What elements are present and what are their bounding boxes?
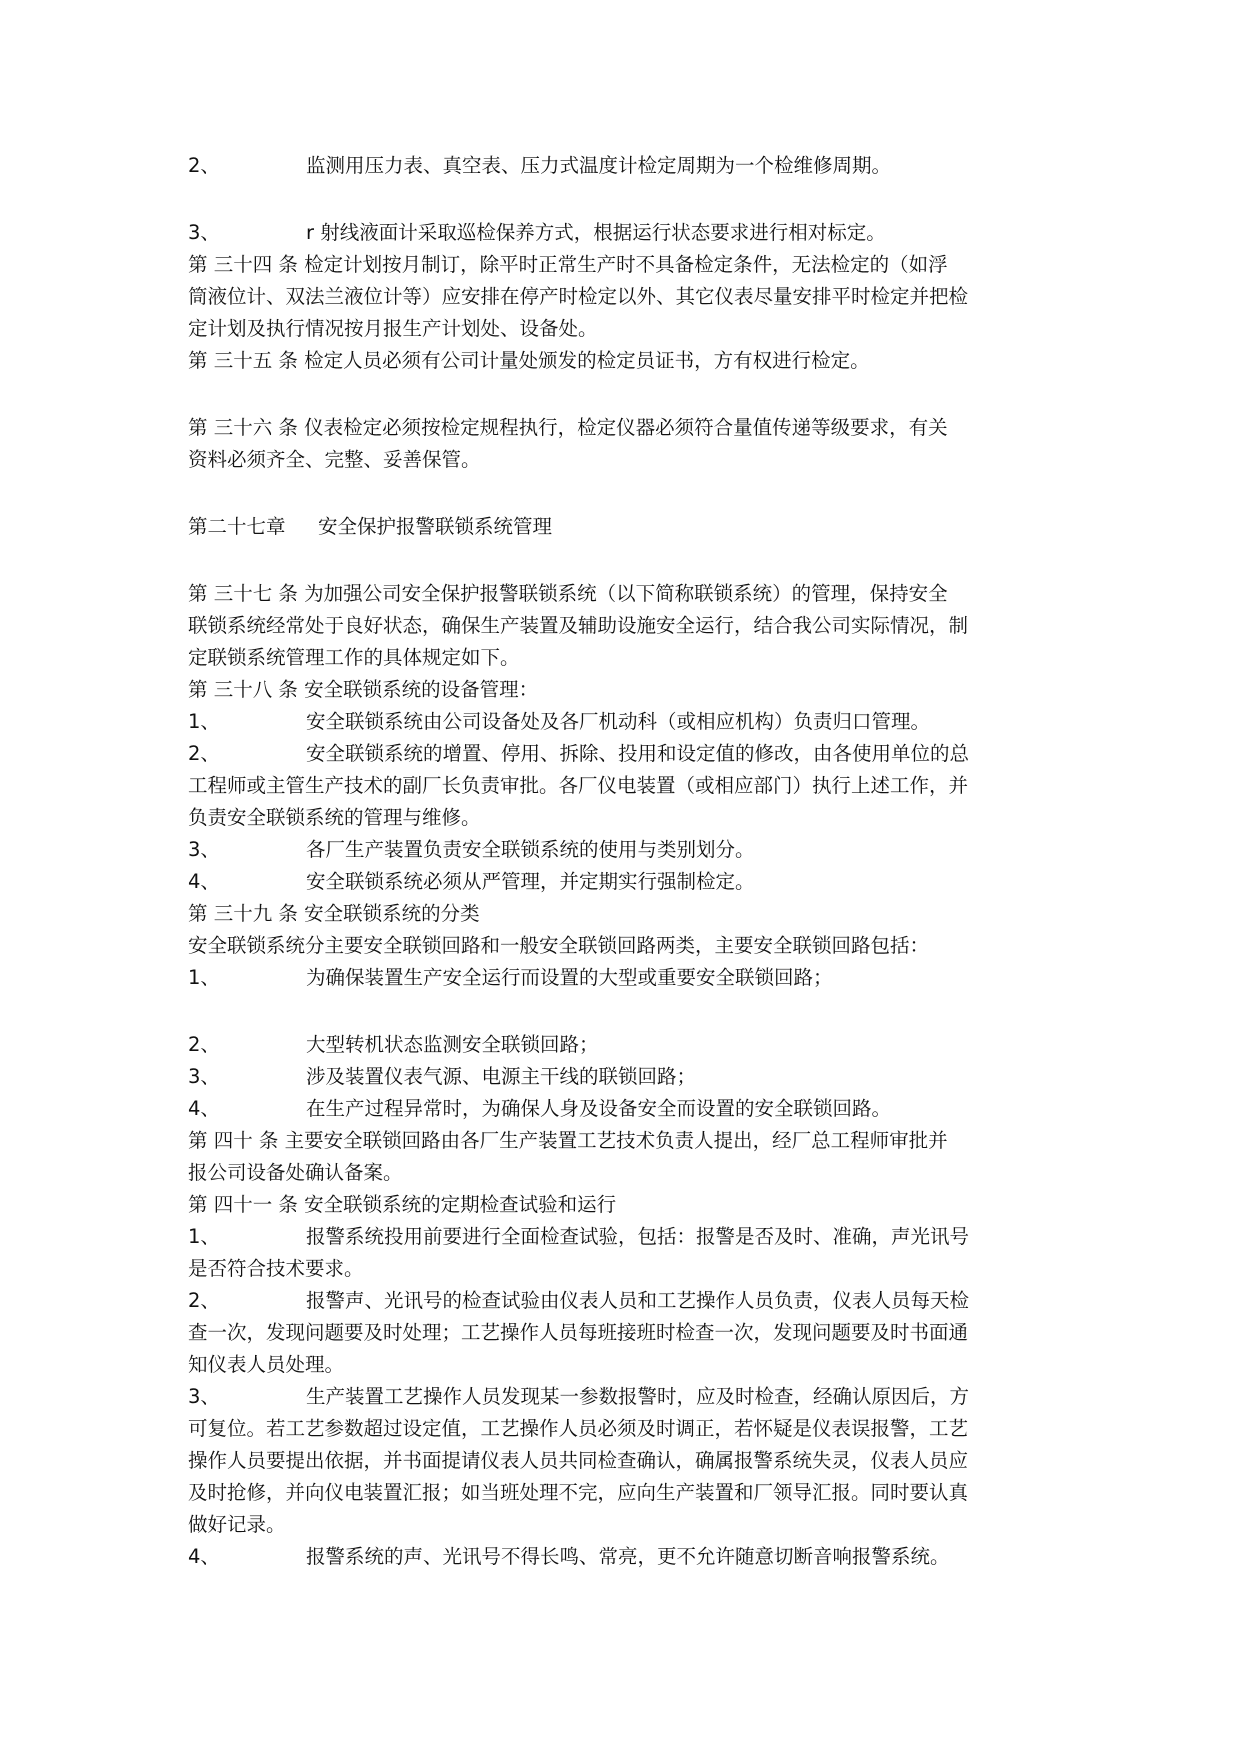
line-text: 在生产过程异常时，为确保人身及设备安全而设置的安全联锁回路。 [306, 1097, 892, 1120]
item-number: 4、 [188, 1097, 220, 1120]
line-text: 安全联锁系统由公司设备处及各厂机动科（或相应机构）负责归口管理。 [306, 710, 931, 733]
line-text: 第 三十九 条 安全联锁系统的分类 [188, 902, 480, 925]
line-text: 负责安全联锁系统的管理与维修。 [188, 806, 481, 829]
text-line [188, 1189, 1054, 1221]
line-text: 监测用压力表、真空表、压力式温度计检定周期为一个检维修周期。 [306, 154, 892, 177]
numbered-item [188, 834, 1054, 866]
text-line [188, 738, 1054, 770]
line-text: 生产装置工艺操作人员发现某一参数报警时，应及时检查，经确认原因后，方 [306, 1385, 970, 1408]
text-line [188, 1541, 1054, 1573]
line-text: 安全联锁系统的增置、停用、拆除、投用和设定值的修改，由各使用单位的总 [306, 742, 970, 765]
article-paragraph [188, 898, 1054, 930]
text-line [188, 610, 1054, 642]
article-paragraph [188, 412, 1054, 476]
article-paragraph [188, 578, 1054, 674]
numbered-item [188, 866, 1054, 898]
paragraph-spacer [188, 994, 1054, 1029]
line-text: 资料必须齐全、完整、妥善保管。 [188, 448, 481, 471]
numbered-item [188, 1541, 1054, 1573]
paragraph-spacer [188, 377, 1054, 412]
line-text: 定联锁系统管理工作的具体规定如下。 [188, 646, 520, 669]
line-text: r 射线液面计采取巡检保养方式，根据运行状态要求进行相对标定。 [306, 221, 886, 244]
numbered-item [188, 706, 1054, 738]
numbered-item [188, 150, 1054, 182]
numbered-item [188, 1093, 1054, 1125]
line-text: 可复位。若工艺参数超过设定值，工艺操作人员必须及时调正，若怀疑是仪表误报警，工艺 [188, 1417, 969, 1440]
item-number: 3、 [188, 1385, 220, 1408]
text-line [188, 1381, 1054, 1413]
text-line [188, 217, 1054, 249]
text-line [188, 802, 1054, 834]
text-line [188, 313, 1054, 345]
text-line [188, 1445, 1054, 1477]
line-text: 筒液位计、双法兰液位计等）应安排在停产时检定以外、其它仪表尽量安排平时检定并把检 [188, 285, 969, 308]
line-text: 第 四十一 条 安全联锁系统的定期检查试验和运行 [188, 1193, 617, 1216]
item-number: 3、 [188, 1065, 220, 1088]
text-line [188, 281, 1054, 313]
numbered-item [188, 217, 1054, 249]
line-text: 报警系统的声、光讯号不得长鸣、常亮，更不允许随意切断音响报警系统。 [306, 1545, 950, 1568]
line-text: 第 三十七 条 为加强公司安全保护报警联锁系统（以下简称联锁系统）的管理，保持安全 [188, 582, 948, 605]
line-text: 查一次，发现问题要及时处理；工艺操作人员每班接班时检查一次，发现问题要及时书面通 [188, 1321, 969, 1344]
chapter-heading [188, 511, 1054, 543]
line-text: 报公司设备处确认备案。 [188, 1161, 403, 1184]
text-line [188, 706, 1054, 738]
item-number: 1、 [188, 1225, 220, 1248]
text-line [188, 578, 1054, 610]
document-page [188, 150, 1054, 1573]
line-text: 做好记录。 [188, 1513, 286, 1536]
text-line [188, 345, 1054, 377]
text-line [188, 1285, 1054, 1317]
numbered-item [188, 738, 1054, 834]
text-line [188, 1221, 1054, 1253]
text-line [188, 1029, 1054, 1061]
line-text: 第 三十四 条 检定计划按月制订，除平时正常生产时不具备检定条件，无法检定的（如浮 [188, 253, 948, 276]
line-text: 安全联锁系统必须从严管理，并定期实行强制检定。 [306, 870, 755, 893]
numbered-item [188, 1285, 1054, 1381]
item-number: 2、 [188, 154, 220, 177]
chapter-title: 安全保护报警联锁系统管理 [318, 515, 553, 538]
text-line [188, 898, 1054, 930]
line-text: 第 三十五 条 检定人员必须有公司计量处颁发的检定员证书，方有权进行检定。 [188, 349, 870, 372]
article-paragraph [188, 1125, 1054, 1189]
numbered-item [188, 1381, 1054, 1541]
text-line [188, 1317, 1054, 1349]
numbered-item [188, 1221, 1054, 1285]
item-number: 4、 [188, 870, 220, 893]
paragraph-spacer [188, 182, 1054, 217]
line-text: 知仪表人员处理。 [188, 1353, 345, 1376]
line-text: 为确保装置生产安全运行而设置的大型或重要安全联锁回路； [306, 966, 833, 989]
item-number: 2、 [188, 742, 220, 765]
text-line [188, 962, 1054, 994]
article-paragraph [188, 345, 1054, 377]
article-paragraph [188, 674, 1054, 706]
line-text: 操作人员要提出依据，并书面提请仪表人员共同检查确认，确属报警系统失灵，仪表人员应 [188, 1449, 969, 1472]
item-number: 1、 [188, 966, 220, 989]
item-number: 3、 [188, 221, 220, 244]
text-line [188, 642, 1054, 674]
text-line [188, 1125, 1054, 1157]
line-text: 报警声、光讯号的检查试验由仪表人员和工艺操作人员负责，仪表人员每天检 [306, 1289, 970, 1312]
line-text: 第 三十六 条 仪表检定必须按检定规程执行，检定仪器必须符合量值传递等级要求，有关 [188, 416, 948, 439]
text-line [188, 1413, 1054, 1445]
line-text: 涉及装置仪表气源、电源主干线的联锁回路； [306, 1065, 697, 1088]
text-line [188, 1061, 1054, 1093]
text-line [188, 150, 1054, 182]
item-number: 2、 [188, 1033, 220, 1056]
text-line [188, 1093, 1054, 1125]
item-number: 4、 [188, 1545, 220, 1568]
text-line [188, 1157, 1054, 1189]
text-line [188, 770, 1054, 802]
item-number: 3、 [188, 838, 220, 861]
line-text: 第 四十 条 主要安全联锁回路由各厂生产装置工艺技术负责人提出，经厂总工程师审批并 [188, 1129, 948, 1152]
paragraph-spacer [188, 476, 1054, 511]
text-line [188, 1509, 1054, 1541]
line-text: 是否符合技术要求。 [188, 1257, 364, 1280]
article-paragraph [188, 930, 1054, 962]
line-text: 报警系统投用前要进行全面检查试验，包括：报警是否及时、准确，声光讯号 [306, 1225, 970, 1248]
line-text: 联锁系统经常处于良好状态，确保生产装置及辅助设施安全运行，结合我公司实际情况，制 [188, 614, 969, 637]
text-line [188, 1477, 1054, 1509]
chapter-number: 第二十七章 [188, 515, 286, 538]
text-line [188, 834, 1054, 866]
numbered-item [188, 962, 1054, 994]
article-paragraph [188, 249, 1054, 345]
text-line [188, 249, 1054, 281]
line-text: 各厂生产装置负责安全联锁系统的使用与类别划分。 [306, 838, 755, 861]
item-number: 2、 [188, 1289, 220, 1312]
line-text: 工程师或主管生产技术的副厂长负责审批。各厂仪电装置（或相应部门）执行上述工作，并 [188, 774, 969, 797]
text-line [188, 412, 1054, 444]
line-text: 安全联锁系统分主要安全联锁回路和一般安全联锁回路两类，主要安全联锁回路包括： [188, 934, 930, 957]
line-text: 及时抢修，并向仪电装置汇报；如当班处理不完，应向生产装置和厂领导汇报。同时要认真 [188, 1481, 969, 1504]
paragraph-spacer [188, 543, 1054, 578]
line-text: 大型转机状态监测安全联锁回路； [306, 1033, 599, 1056]
line-text: 第 三十八 条 安全联锁系统的设备管理： [188, 678, 539, 701]
numbered-item [188, 1029, 1054, 1061]
line-text: 定计划及执行情况按月报生产计划处、设备处。 [188, 317, 598, 340]
text-line [188, 1253, 1054, 1285]
text-line [188, 444, 1054, 476]
article-paragraph [188, 1189, 1054, 1221]
numbered-item [188, 1061, 1054, 1093]
item-number: 1、 [188, 710, 220, 733]
text-line [188, 674, 1054, 706]
text-line [188, 866, 1054, 898]
text-line [188, 930, 1054, 962]
text-line [188, 1349, 1054, 1381]
